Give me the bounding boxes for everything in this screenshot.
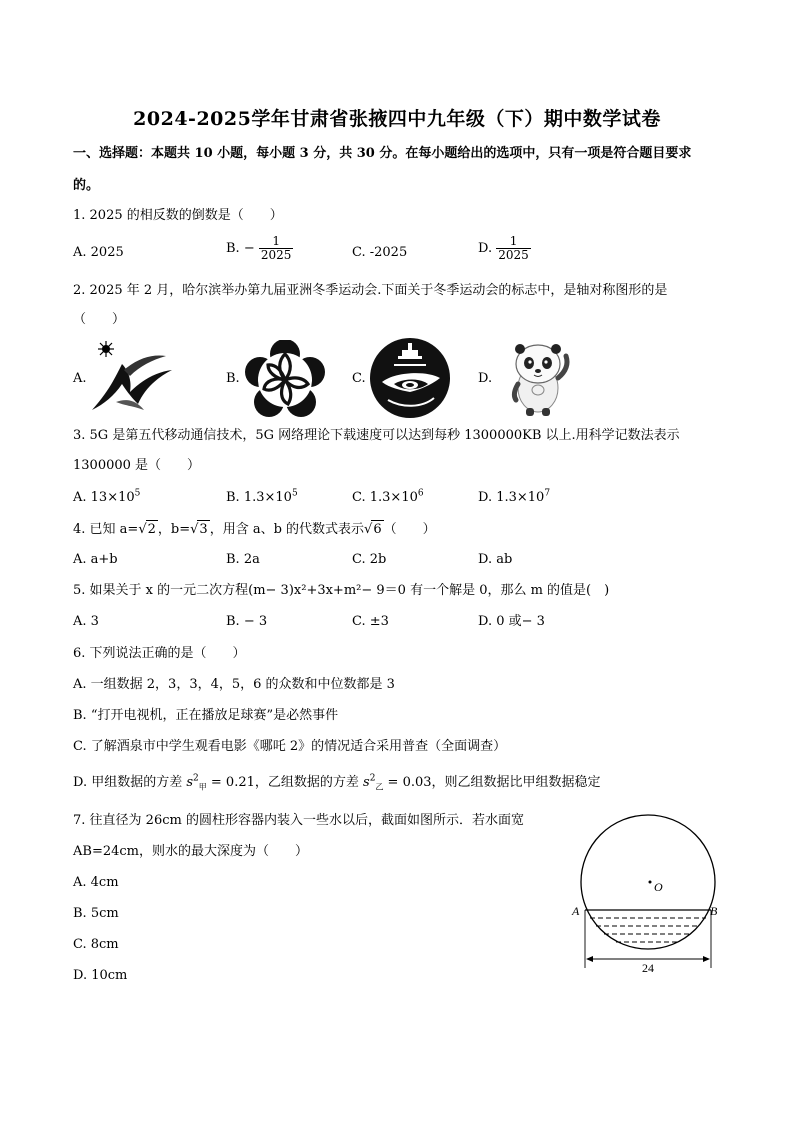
sqrt-icon: √ bbox=[138, 522, 147, 537]
label-o: O bbox=[654, 880, 663, 894]
variance-value: = 0.03 bbox=[383, 775, 432, 790]
exponent: 7 bbox=[544, 488, 551, 499]
q1-option-c: C. -2025 bbox=[352, 245, 408, 260]
arrow-right-icon bbox=[703, 956, 710, 962]
q6-option-c: C. 了解酒泉市中学生观看电影《哪吒 2》的情况适合采用普查（全面调查） bbox=[73, 739, 507, 754]
q3-option-b bbox=[226, 489, 298, 507]
q2-option-b-label: B. bbox=[226, 371, 240, 386]
q1-stem: 1. 2025 的相反数的倒数是（ ） bbox=[73, 208, 283, 223]
label-b: B bbox=[710, 904, 718, 918]
q2-stem-line1: 2. 2025 年 2 月，哈尔滨举办第九届亚洲冬季运动会.下面关于冬季运动会的标志中，是轴对称图形的是 bbox=[73, 283, 668, 298]
q2-option-c-label: C. bbox=[352, 371, 366, 386]
q2-stem-line2: （ ） bbox=[73, 312, 126, 327]
q1-option-a: A. 2025 bbox=[73, 245, 124, 260]
q1-option-b bbox=[226, 235, 293, 262]
arrow-left-icon bbox=[586, 956, 593, 962]
q5-stem: 5. 如果关于 x 的一元二次方程(m− 3)x²+3x+m²− 9＝0 有一个解是 0，那么 m 的值是( ) bbox=[73, 583, 610, 598]
variance-symbol: s bbox=[363, 775, 370, 790]
q2-option-a-label: A. bbox=[73, 371, 87, 386]
radicand: 3 bbox=[199, 522, 208, 537]
emblem-c-image bbox=[368, 336, 452, 420]
q7-stem-line2: AB=24cm，则水的最大深度为（ ） bbox=[73, 844, 308, 859]
radicand: 2 bbox=[147, 522, 156, 537]
q4-option-a: A. a+b bbox=[73, 552, 118, 567]
q6-option-d bbox=[73, 774, 601, 792]
q5-option-d: D. 0 或− 3 bbox=[478, 614, 545, 629]
q7-circle-diagram bbox=[566, 812, 736, 976]
q7-stem-line1: 7. 往直径为 26cm 的圆柱形容器内装入一些水以后，截面如图所示．若水面宽 bbox=[73, 813, 524, 828]
fraction-denominator: 2025 bbox=[498, 248, 529, 262]
variance-value: = 0.21 bbox=[206, 775, 255, 790]
water-hatching bbox=[590, 918, 706, 942]
q4-stem-part: 4. 已知 a= bbox=[73, 522, 139, 537]
exponent: 2 bbox=[193, 773, 199, 784]
exponent: 5 bbox=[291, 488, 298, 499]
section-heading-line1: 一、选择题：本题共 10 小题，每小题 3 分，共 30 分。在每小题给出的选项中，只有一项是符合题目要求 bbox=[73, 146, 692, 161]
section-heading-line2: 的。 bbox=[73, 178, 100, 193]
q7-option-b: B. 5cm bbox=[73, 906, 119, 921]
q4-option-d: D. ab bbox=[478, 552, 513, 567]
center-point bbox=[649, 881, 652, 884]
sqrt-icon: √ bbox=[364, 522, 373, 537]
q6-option-a: A. 一组数据 2，3，3，4，5，6 的众数和中位数都是 3 bbox=[73, 677, 395, 692]
emblem-d-mascot-image bbox=[500, 338, 580, 418]
label-a: A bbox=[572, 904, 580, 918]
emblem-a-image bbox=[86, 340, 176, 416]
sqrt-icon: √ bbox=[190, 522, 199, 537]
page-title: 2024-2025学年甘肃省张掖四中九年级（下）期中数学试卷 bbox=[133, 108, 661, 130]
option-text: C. 1.3×10 bbox=[352, 490, 418, 505]
q5-option-c: C. ±3 bbox=[352, 614, 389, 629]
dimension-label: 24 bbox=[642, 961, 654, 975]
q1-option-d bbox=[478, 235, 531, 262]
q1-option-b-fraction bbox=[259, 235, 294, 262]
q7-option-d: D. 10cm bbox=[73, 968, 128, 983]
exponent: 6 bbox=[417, 488, 424, 499]
q4-option-c: C. 2b bbox=[352, 552, 387, 567]
subscript: 甲 bbox=[198, 782, 207, 792]
q1-option-b-sign: − bbox=[243, 241, 255, 256]
q4-option-b: B. 2a bbox=[226, 552, 260, 567]
option-text: ，乙组数据的方差 bbox=[254, 775, 364, 790]
fraction-numerator: 1 bbox=[259, 235, 294, 249]
q4-stem-part: （ ） bbox=[383, 522, 436, 537]
q3-option-c bbox=[352, 489, 424, 507]
exponent: 2 bbox=[369, 773, 376, 784]
q3-option-d bbox=[478, 489, 550, 507]
option-text: D. 甲组数据的方差 bbox=[73, 775, 187, 790]
radicand: 6 bbox=[373, 522, 382, 537]
option-text: B. 1.3×10 bbox=[226, 490, 292, 505]
q7-option-c: C. 8cm bbox=[73, 937, 119, 952]
emblem-b-image bbox=[244, 340, 326, 420]
variance-symbol: s bbox=[186, 775, 194, 790]
q2-option-d-label: D. bbox=[478, 371, 493, 386]
q4-stem bbox=[73, 520, 436, 539]
fraction-numerator: 1 bbox=[496, 235, 531, 249]
q5-option-b: B. − 3 bbox=[226, 614, 268, 629]
q5-option-a: A. 3 bbox=[73, 614, 99, 629]
q3-option-a bbox=[73, 489, 140, 507]
option-text: ，则乙组数据比甲组数据稳定 bbox=[431, 775, 601, 790]
q6-option-b: B. “打开电视机，正在播放足球赛”是必然事件 bbox=[73, 708, 339, 723]
exponent: 5 bbox=[134, 488, 141, 499]
q4-stem-part: ，用含 a、b 的代数式表示 bbox=[209, 522, 365, 537]
q7-option-a: A. 4cm bbox=[73, 875, 119, 890]
fraction-denominator: 2025 bbox=[260, 248, 292, 262]
q1-option-d-label: D. bbox=[478, 241, 493, 256]
container-circle bbox=[581, 815, 715, 949]
sun-icon bbox=[98, 341, 114, 357]
option-text: D. 1.3×10 bbox=[478, 490, 545, 505]
q3-stem-line1: 3. 5G 是第五代移动通信技术，5G 网络理论下载速度可以达到每秒 1300000KB 以上.用科学记数法表示 bbox=[73, 428, 680, 443]
q1-option-d-fraction bbox=[496, 235, 531, 262]
option-text: A. 13×10 bbox=[73, 490, 135, 505]
q6-stem: 6. 下列说法正确的是（ ） bbox=[73, 646, 246, 661]
q1-option-b-label: B. bbox=[226, 241, 240, 256]
subscript: 乙 bbox=[375, 782, 384, 792]
q3-stem-line2: 1300000 是（ ） bbox=[73, 458, 201, 473]
q4-stem-part: ，b= bbox=[157, 522, 191, 537]
